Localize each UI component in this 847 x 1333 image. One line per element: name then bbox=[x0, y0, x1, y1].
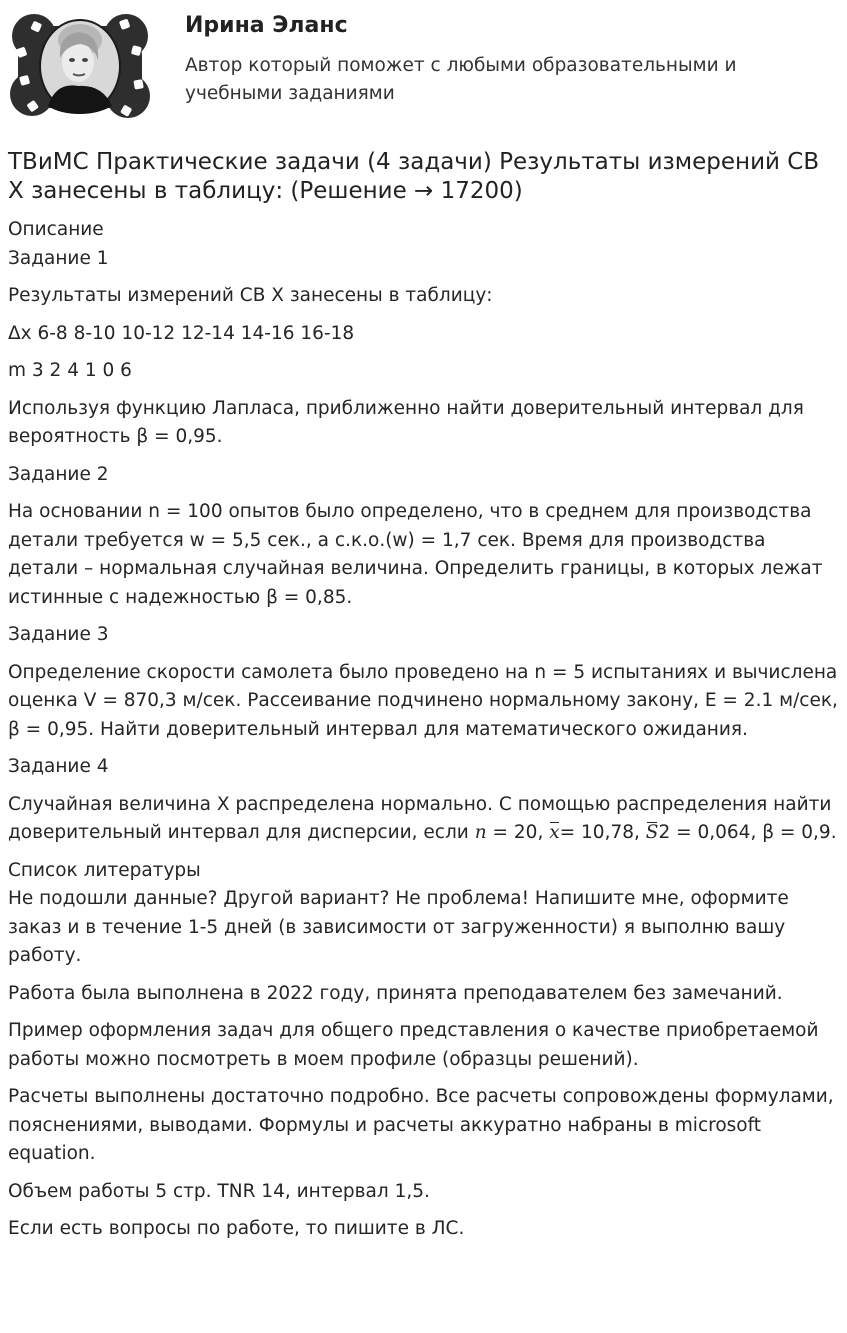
closing-paragraph: Работа была выполнена в 2022 году, принята преподавателем без замечаний. bbox=[8, 982, 783, 1004]
closing-paragraph: Пример оформления задач для общего представления о качестве приобретаемой работы можно посмотреть в моем профиле (образцы решений). bbox=[8, 1020, 819, 1070]
task4-text-start: Случайная величина Х распределена нормально. С помощью распределения найти доверительный интервал для дисперсии, если bbox=[8, 793, 832, 843]
author-avatar[interactable] bbox=[8, 6, 152, 126]
author-card bbox=[8, 6, 838, 128]
closing-paragraph: Если есть вопросы по работе, то пишите в ЛС. bbox=[8, 1218, 465, 1239]
task4-x-mean-symbol: x bbox=[549, 819, 559, 848]
task1-question: Используя функцию Лапласа, приближенно найти доверительный интервал для вероятность β = 0,95. bbox=[8, 397, 804, 447]
task1-intro: Результаты измерений СВ Х занесены в таблицу: bbox=[8, 285, 493, 306]
task4-heading: Задание 4 bbox=[8, 756, 109, 777]
page-title: ТВиМС Практические задачи (4 задачи) Результаты измерений СВ Х занесены в таблицу: (Решение → 17200) bbox=[8, 149, 820, 204]
work-description bbox=[8, 148, 840, 1253]
description-heading: Описание bbox=[8, 219, 104, 240]
closing-paragraph: Не подошли данные? Другой вариант? Не проблема! Напишите мне, оформите заказ и в течение 1-5 дней (в зависимости от загруженности) я выполню вашу работу. bbox=[8, 888, 789, 966]
closing-paragraph: Объем работы 5 стр. TNR 14, интервал 1,5. bbox=[8, 1180, 430, 1202]
task3-heading: Задание 3 bbox=[8, 624, 109, 645]
task4-s-value: 2 = 0,064, β = 0,9. bbox=[658, 822, 837, 843]
literature-heading: Список литературы bbox=[8, 859, 201, 881]
task1-interval-row: Δх 6-8 8-10 10-12 12-14 14-16 16-18 bbox=[8, 322, 355, 344]
author-description: Автор который поможет с любыми образовательными и учебными заданиями bbox=[185, 55, 737, 104]
task2-heading: Задание 2 bbox=[8, 463, 109, 485]
task1-frequency-row: m 3 2 4 1 0 6 bbox=[8, 360, 132, 381]
task4-x-value: = 10,78, bbox=[559, 822, 646, 843]
task1-heading: Задание 1 bbox=[8, 247, 109, 269]
task4-text bbox=[8, 791, 840, 848]
task2-text: На основании n = 100 опытов было определено, что в среднем для производства детали требуется w = 5,5 сек., а с.к.о.(w) = 1,7 сек. Время для производства детали – нормальная случайная величина. Определить границы, в которых лежат истинные с надежностью β = 0,85. bbox=[8, 501, 823, 608]
task4-n-symbol: n bbox=[474, 822, 487, 843]
task4-n-value: = 20, bbox=[486, 822, 550, 843]
closing-paragraph: Расчеты выполнены достаточно подробно. Все расчеты сопровождены формулами, пояснениями, выводами. Формулы и расчеты аккуратно набраны в microsoft equation. bbox=[8, 1086, 834, 1164]
task3-text: Определение скорости самолета было проведено на n = 5 испытаниях и вычислена оценка V = 870,3 м/сек. Рассеивание подчинено нормальному закону, Е = 2.1 м/сек, β = 0,95. Найти доверительный интервал для математического ожидания. bbox=[8, 661, 838, 740]
task4-s-symbol: S bbox=[646, 819, 659, 848]
author-name[interactable]: Ирина Эланс bbox=[185, 13, 348, 38]
